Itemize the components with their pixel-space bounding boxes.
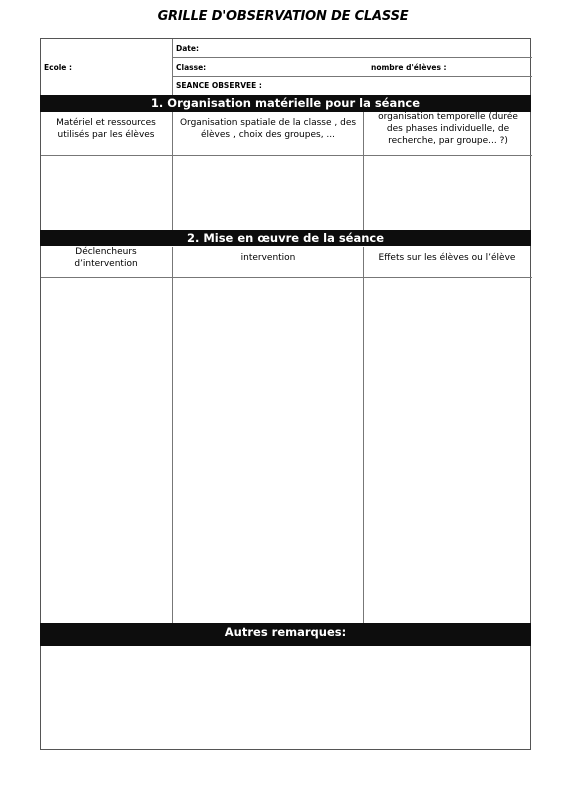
header-row-divider: [172, 76, 532, 77]
section2-col-declencheurs: Déclencheurs d’intervention: [74, 247, 138, 269]
section1-col-organisation-spatiale: Organisation spatiale de la classe , des élèves , choix des groupes, ...: [179, 118, 357, 140]
section3-title-bar: Autres remarques:: [40, 623, 531, 646]
classe-label: Classe:: [176, 63, 207, 72]
section2-title-bar: 2. Mise en œuvre de la séance: [40, 230, 531, 246]
nombre-eleves-label: nombre d'élèves :: [371, 63, 447, 72]
section2-col-effets: Effets sur les élèves ou l’élève: [378, 253, 516, 263]
section2-header-divider: [41, 277, 532, 278]
section1-col-organisation-temporelle: organisation temporelle (durée des phases individuelle, de recherche, par groupe... ?): [378, 112, 518, 146]
page-title: GRILLE D'OBSERVATION DE CLASSE: [157, 9, 409, 24]
section1-header-divider: [41, 155, 532, 156]
remarques-area[interactable]: [41, 646, 530, 749]
section2-column-divider: [363, 247, 364, 624]
date-label: Date:: [176, 44, 199, 53]
section1-column-divider: [363, 112, 364, 231]
seance-observee-label: SEANCE OBSERVEE :: [176, 81, 262, 90]
ecole-label: Ecole :: [44, 63, 72, 72]
header-row-divider: [172, 57, 532, 58]
section2-column-divider: [172, 247, 173, 624]
section1-column-divider: [172, 112, 173, 231]
section1-title-bar: 1. Organisation matérielle pour la séance: [40, 95, 531, 112]
header-divider: [172, 39, 173, 95]
section2-col-intervention: intervention: [240, 253, 296, 263]
section1-col-materiel: Matériel et ressources utilisés par les élèves: [56, 118, 156, 140]
